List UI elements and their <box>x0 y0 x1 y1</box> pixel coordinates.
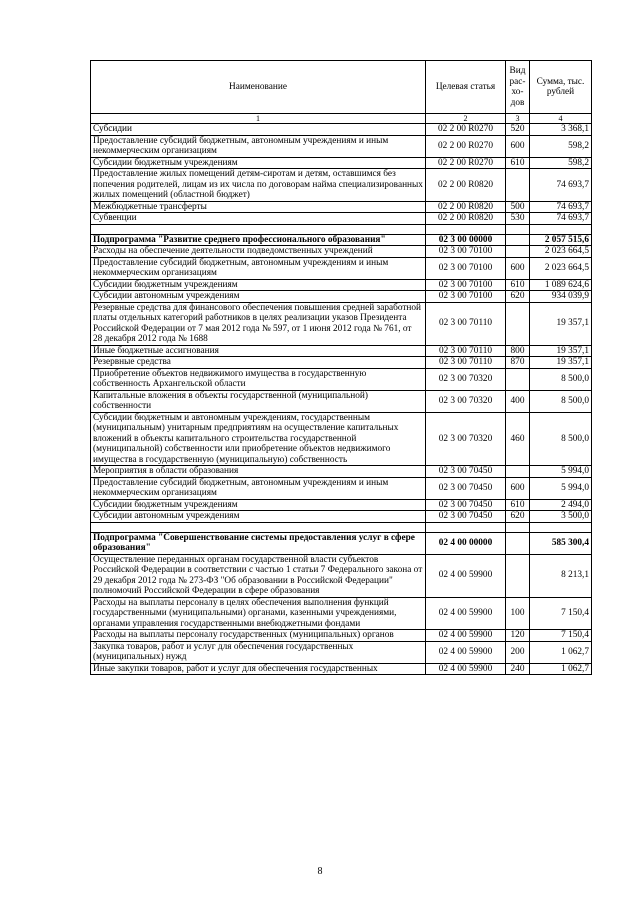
row-sum-cell: 8 500,0 <box>530 412 592 466</box>
row-expense-type-cell: 800 <box>506 345 530 357</box>
table-row <box>91 390 592 412</box>
row-sum-cell: 7 150,4 <box>530 630 592 642</box>
column-number: 4 <box>530 114 592 124</box>
row-target-article-cell: 02 4 00 59900 <box>426 663 506 675</box>
row-target-article-cell: 02 3 00 70320 <box>426 368 506 390</box>
row-sum-cell: 5 994,0 <box>530 466 592 478</box>
row-target-article-cell: 02 3 00 70110 <box>426 345 506 357</box>
row-name-cell: Субсидии автономным учреждениям <box>91 291 426 303</box>
row-sum-cell: 1 062,7 <box>530 641 592 663</box>
row-expense-type-cell: 520 <box>506 124 530 136</box>
row-target-article-cell: 02 4 00 59900 <box>426 554 506 597</box>
row-name-cell: Субсидии бюджетным учреждениям <box>91 157 426 169</box>
row-sum-cell: 1 062,7 <box>530 663 592 675</box>
row-target-article-cell: 02 3 00 70450 <box>426 499 506 511</box>
spacer-cell <box>530 522 592 532</box>
row-sum-cell: 598,2 <box>530 135 592 157</box>
row-name-cell: Иные бюджетные ассигнования <box>91 345 426 357</box>
row-expense-type-cell: 600 <box>506 135 530 157</box>
row-name-cell: Предоставление субсидий бюджетным, автономным учреждениям и иным некоммерческим организациям <box>91 477 426 499</box>
row-name-cell: Расходы на выплаты персоналу государственных (муниципальных) органов <box>91 630 426 642</box>
row-sum-cell: 8 500,0 <box>530 368 592 390</box>
row-expense-type-cell: 610 <box>506 279 530 291</box>
row-sum-cell: 19 357,1 <box>530 357 592 369</box>
table-row <box>91 291 592 303</box>
row-name-cell: Предоставление субсидий бюджетным, автономным учреждениям и иным некоммерческим организациям <box>91 135 426 157</box>
header-target-article: Целевая статья <box>426 61 506 114</box>
row-expense-type-cell <box>506 466 530 478</box>
row-name-cell: Капитальные вложения в объекты государственной (муниципальной) собственности <box>91 390 426 412</box>
spacer-row <box>91 224 592 234</box>
row-name-cell: Субвенции <box>91 213 426 225</box>
row-target-article-cell: 02 2 00 R0820 <box>426 213 506 225</box>
row-expense-type-cell: 200 <box>506 641 530 663</box>
row-target-article-cell: 02 3 00 70110 <box>426 357 506 369</box>
row-target-article-cell: 02 3 00 70100 <box>426 279 506 291</box>
row-expense-type-cell: 870 <box>506 357 530 369</box>
row-sum-cell: 74 693,7 <box>530 201 592 213</box>
row-sum-cell: 7 150,4 <box>530 597 592 630</box>
row-name-cell: Резервные средства для финансового обеспечения повышения средней заработной платы отдельных категорий работников в целях реализации указов Президента Российской Федерации от 7 мая 2012 года № 597, от 1 июня 2012 года № 761, от 28 декабря 2012 года № 1688 <box>91 302 426 345</box>
row-expense-type-cell: 460 <box>506 412 530 466</box>
header-name: Наименование <box>91 61 426 114</box>
row-expense-type-cell <box>506 169 530 202</box>
row-name-cell: Подпрограмма "Совершенствование системы предоставления услуг в сфере образования" <box>91 532 426 554</box>
spacer-cell <box>506 224 530 234</box>
table-row <box>91 597 592 630</box>
row-name-cell: Межбюджетные трансферты <box>91 201 426 213</box>
row-name-cell: Субсидии бюджетным и автономным учреждениям, государственным (муниципальным) унитарным предприятиям на осуществление капитальных вложений в объекты капитального строительства государственной (муниципальной) собственности или приобретение объектов недвижимого имущества в государственную (муниципальную) собственность <box>91 412 426 466</box>
budget-table <box>90 60 592 675</box>
row-name-cell: Закупка товаров, работ и услуг для обеспечения государственных (муниципальных) нужд <box>91 641 426 663</box>
spacer-cell <box>91 224 426 234</box>
spacer-cell <box>426 522 506 532</box>
row-name-cell: Осуществление переданных органам государственной власти субъектов Российской Федерации в соответствии с частью 1 статьи 7 Федерального закона от 29 декабря 2012 года № 273-ФЗ "Об образовании в Российской Федерации" полномочий Российской Федерации в сфере образования <box>91 554 426 597</box>
row-target-article-cell: 02 4 00 59900 <box>426 630 506 642</box>
spacer-cell <box>506 522 530 532</box>
row-expense-type-cell: 610 <box>506 157 530 169</box>
row-target-article-cell: 02 3 00 70100 <box>426 246 506 258</box>
table-row <box>91 499 592 511</box>
table-row <box>91 257 592 279</box>
table-row <box>91 641 592 663</box>
table-body <box>91 124 592 675</box>
spacer-cell <box>426 224 506 234</box>
row-sum-cell: 585 300,4 <box>530 532 592 554</box>
row-expense-type-cell <box>506 302 530 345</box>
table-row <box>91 124 592 136</box>
row-target-article-cell: 02 3 00 70450 <box>426 466 506 478</box>
header-expense-type: Вид рас- хо- дов <box>506 61 530 114</box>
row-target-article-cell: 02 3 00 70450 <box>426 511 506 523</box>
table-row <box>91 477 592 499</box>
row-target-article-cell: 02 2 00 R0820 <box>426 201 506 213</box>
row-expense-type-cell: 400 <box>506 390 530 412</box>
row-name-cell: Иные закупки товаров, работ и услуг для обеспечения государственных <box>91 663 426 675</box>
row-name-cell: Мероприятия в области образования <box>91 466 426 478</box>
row-sum-cell: 3 368,1 <box>530 124 592 136</box>
row-name-cell: Субсидии автономным учреждениям <box>91 511 426 523</box>
row-target-article-cell: 02 3 00 70320 <box>426 412 506 466</box>
row-expense-type-cell: 620 <box>506 511 530 523</box>
header-sum: Сумма, тыс. рублей <box>530 61 592 114</box>
table-row <box>91 511 592 523</box>
row-name-cell: Предоставление субсидий бюджетным, автономным учреждениям и иным некоммерческим организациям <box>91 257 426 279</box>
table-row <box>91 246 592 258</box>
row-expense-type-cell: 620 <box>506 291 530 303</box>
table-row <box>91 157 592 169</box>
column-number-row <box>91 114 592 124</box>
row-sum-cell: 2 057 515,6 <box>530 234 592 246</box>
subprogram-row <box>91 532 592 554</box>
row-name-cell: Резервные средства <box>91 357 426 369</box>
spacer-cell <box>91 522 426 532</box>
row-sum-cell: 8 213,1 <box>530 554 592 597</box>
row-target-article-cell: 02 2 00 R0820 <box>426 169 506 202</box>
row-sum-cell: 1 089 624,6 <box>530 279 592 291</box>
row-target-article-cell: 02 3 00 70100 <box>426 291 506 303</box>
row-target-article-cell: 02 2 00 R0270 <box>426 135 506 157</box>
row-expense-type-cell: 500 <box>506 201 530 213</box>
row-expense-type-cell: 100 <box>506 597 530 630</box>
row-expense-type-cell <box>506 554 530 597</box>
row-sum-cell: 8 500,0 <box>530 390 592 412</box>
row-expense-type-cell: 530 <box>506 213 530 225</box>
row-name-cell: Предоставление жилых помещений детям-сиротам и детям, оставшимся без попечения родителей, лицам из их числа по договорам найма специализированных жилых помещений (областной бюджет) <box>91 169 426 202</box>
row-name-cell: Субсидии бюджетным учреждениям <box>91 499 426 511</box>
row-name-cell: Субсидии бюджетным учреждениям <box>91 279 426 291</box>
row-target-article-cell: 02 4 00 59900 <box>426 641 506 663</box>
row-target-article-cell: 02 3 00 70320 <box>426 390 506 412</box>
table-row <box>91 201 592 213</box>
table-row <box>91 630 592 642</box>
row-expense-type-cell: 610 <box>506 499 530 511</box>
column-number: 2 <box>426 114 506 124</box>
table-header-row <box>91 61 592 114</box>
table-row <box>91 663 592 675</box>
row-expense-type-cell <box>506 532 530 554</box>
row-name-cell: Подпрограмма "Развитие среднего профессионального образования" <box>91 234 426 246</box>
column-number: 3 <box>506 114 530 124</box>
spacer-cell <box>530 224 592 234</box>
row-expense-type-cell <box>506 368 530 390</box>
table-row <box>91 357 592 369</box>
row-expense-type-cell <box>506 234 530 246</box>
row-target-article-cell: 02 4 00 59900 <box>426 597 506 630</box>
row-sum-cell: 19 357,1 <box>530 302 592 345</box>
table-row <box>91 135 592 157</box>
row-target-article-cell: 02 3 00 70450 <box>426 477 506 499</box>
table-row <box>91 368 592 390</box>
row-sum-cell: 2 494,0 <box>530 499 592 511</box>
row-sum-cell: 74 693,7 <box>530 213 592 225</box>
row-name-cell: Расходы на обеспечение деятельности подведомственных учреждений <box>91 246 426 258</box>
row-expense-type-cell: 240 <box>506 663 530 675</box>
page-number: 8 <box>317 866 323 877</box>
subprogram-row <box>91 234 592 246</box>
table-row <box>91 279 592 291</box>
spacer-row <box>91 522 592 532</box>
row-target-article-cell: 02 3 00 70110 <box>426 302 506 345</box>
row-expense-type-cell: 600 <box>506 257 530 279</box>
row-name-cell: Приобретение объектов недвижимого имущества в государственную собственность Архангельской области <box>91 368 426 390</box>
table-row <box>91 345 592 357</box>
row-target-article-cell: 02 2 00 R0270 <box>426 157 506 169</box>
table-row <box>91 554 592 597</box>
row-name-cell: Субсидии <box>91 124 426 136</box>
table-row <box>91 466 592 478</box>
column-number: 1 <box>91 114 426 124</box>
row-target-article-cell: 02 3 00 70100 <box>426 257 506 279</box>
row-name-cell: Расходы на выплаты персоналу в целях обеспечения выполнения функций государственными (муниципальными) органами, казенными учреждениями, органами управления государственными внебюджетными фондами <box>91 597 426 630</box>
row-expense-type-cell <box>506 246 530 258</box>
row-target-article-cell: 02 3 00 00000 <box>426 234 506 246</box>
row-sum-cell: 74 693,7 <box>530 169 592 202</box>
row-sum-cell: 3 500,0 <box>530 511 592 523</box>
table-row <box>91 213 592 225</box>
row-sum-cell: 19 357,1 <box>530 345 592 357</box>
row-expense-type-cell: 120 <box>506 630 530 642</box>
row-target-article-cell: 02 2 00 R0270 <box>426 124 506 136</box>
table-row <box>91 412 592 466</box>
row-expense-type-cell: 600 <box>506 477 530 499</box>
row-sum-cell: 598,2 <box>530 157 592 169</box>
row-sum-cell: 2 023 664,5 <box>530 246 592 258</box>
table-row <box>91 302 592 345</box>
table-row <box>91 169 592 202</box>
row-target-article-cell: 02 4 00 00000 <box>426 532 506 554</box>
row-sum-cell: 934 039,9 <box>530 291 592 303</box>
row-sum-cell: 2 023 664,5 <box>530 257 592 279</box>
row-sum-cell: 5 994,0 <box>530 477 592 499</box>
